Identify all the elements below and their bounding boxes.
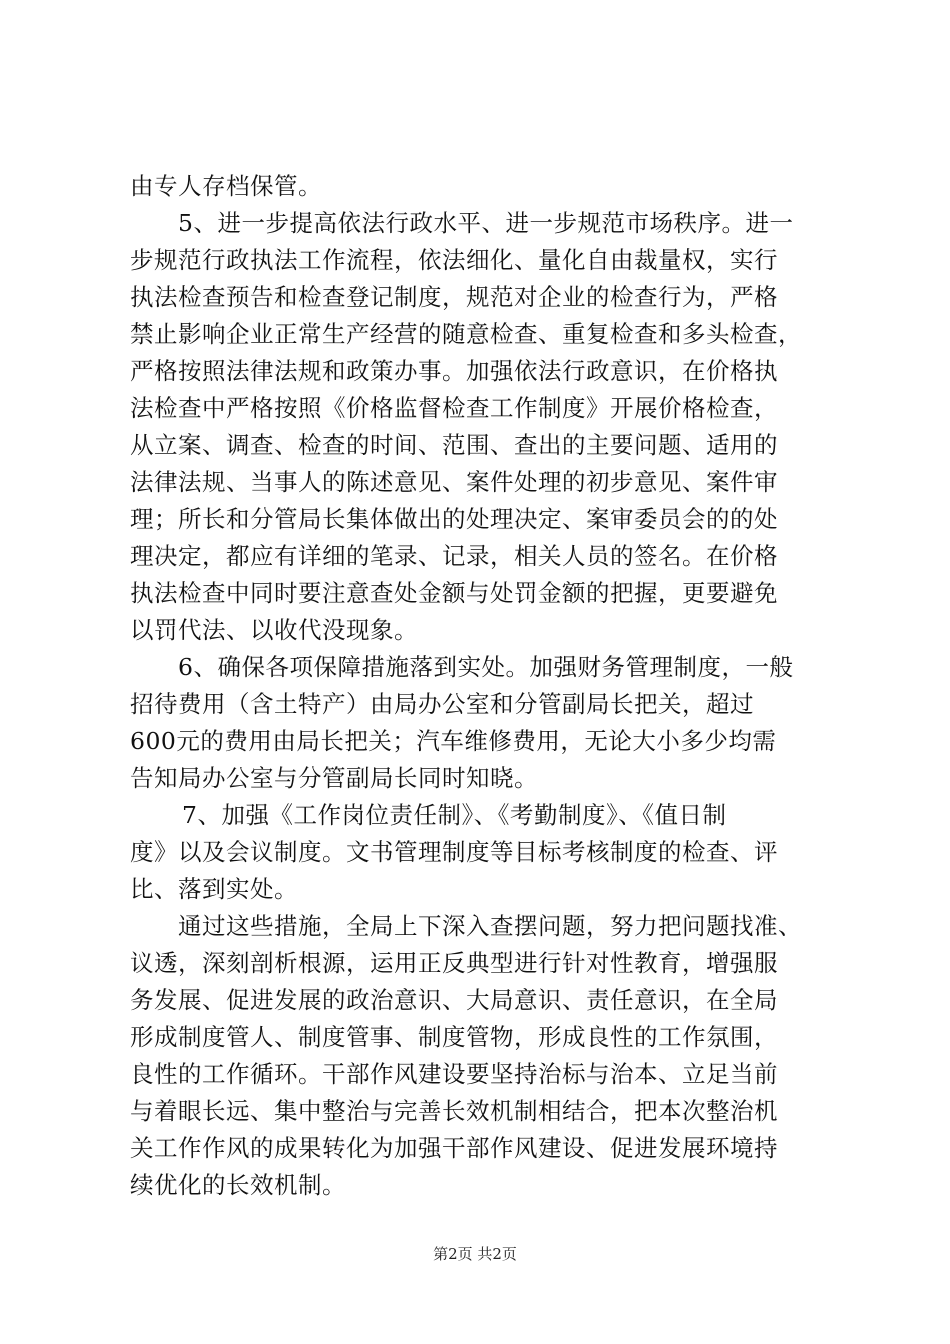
paragraph-start-line: 7、加强《工作岗位责任制》、《考勤制度》、《值日制	[182, 801, 727, 829]
text-line: 形成制度管人、制度管事、制度管物，形成良性的工作氛围，	[130, 1023, 778, 1051]
text-line: 告知局办公室与分管副局长同时知晓。	[130, 764, 538, 792]
text-line: 续优化的长效机制。	[130, 1171, 346, 1199]
text-line: 法律法规、当事人的陈述意见、案件处理的初步意见、案件审	[130, 468, 778, 496]
text-line: 理；所长和分管局长集体做出的处理决定、案审委员会的的处	[130, 505, 778, 533]
text-line: 关工作作风的成果转化为加强干部作风建设、促进发展环境持	[130, 1134, 778, 1162]
text-line: 良性的工作循环。干部作风建设要坚持治标与治本、立足当前	[130, 1060, 778, 1088]
text-line: 禁止影响企业正常生产经营的随意检查、重复检查和多头检查，	[130, 320, 802, 348]
text-line: 从立案、调查、检查的时间、范围、查出的主要问题、适用的	[130, 431, 778, 459]
paragraph-start-line: 通过这些措施，全局上下深入查摆问题，努力把问题找准、	[178, 912, 802, 940]
text-line: 理决定，都应有详细的笔录、记录，相关人员的签名。在价格	[130, 542, 778, 570]
text-line: 由专人存档保管。	[130, 172, 322, 200]
text-line: 执法检查预告和检查登记制度，规范对企业的检查行为，严格	[130, 283, 778, 311]
text-line: 务发展、促进发展的政治意识、大局意识、责任意识，在全局	[130, 986, 778, 1014]
text-line: 严格按照法律法规和政策办事。加强依法行政意识，在价格执	[130, 357, 778, 385]
text-line: 600元的费用由局长把关；汽车维修费用，无论大小多少均需	[130, 727, 777, 755]
text-line: 与着眼长远、集中整治与完善长效机制相结合，把本次整治机	[130, 1097, 778, 1125]
text-line: 执法检查中同时要注意查处金额与处罚金额的把握，更要避免	[130, 579, 778, 607]
text-line: 议透，深刻剖析根源，运用正反典型进行针对性教育，增强服	[130, 949, 778, 977]
paragraph-start-line: 6、确保各项保障措施落到实处。加强财务管理制度，一般	[178, 653, 794, 681]
text-line: 招待费用（含土特产）由局办公室和分管副局长把关，超过	[130, 690, 754, 718]
text-line: 以罚代法、以收代没现象。	[130, 616, 418, 644]
text-line: 比、落到实处。	[130, 875, 298, 903]
document-body	[130, 168, 830, 1204]
text-line: 法检查中严格按照《价格监督检查工作制度》开展价格检查，	[130, 394, 778, 422]
text-line: 度》以及会议制度。文书管理制度等目标考核制度的检查、评	[130, 838, 778, 866]
page-number-footer: 第2页 共2页	[433, 1245, 517, 1263]
paragraph-start-line: 5、进一步提高依法行政水平、进一步规范市场秩序。进一	[178, 209, 794, 237]
text-line: 步规范行政执法工作流程，依法细化、量化自由裁量权，实行	[130, 246, 778, 274]
